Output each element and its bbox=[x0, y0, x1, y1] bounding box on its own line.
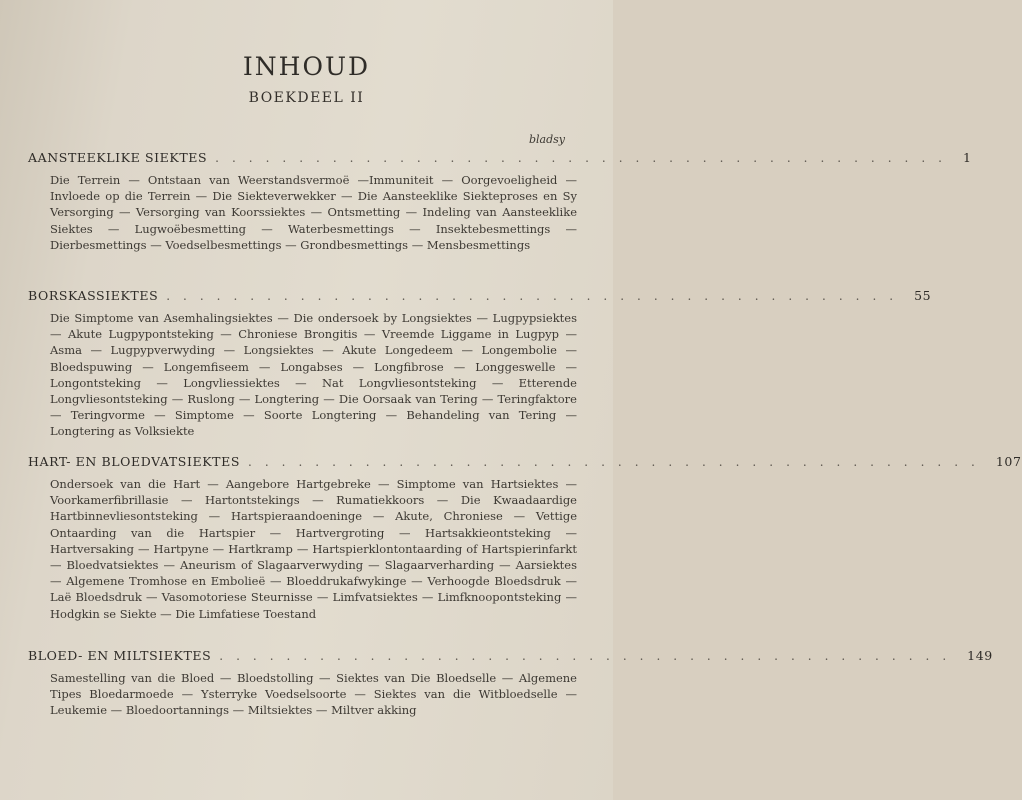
toc-entry-heading bbox=[28, 454, 1022, 474]
toc-entry-title: BLOED- EN MILTSIEKTES bbox=[28, 648, 212, 663]
toc-entry-title: AANSTEEKLIKE SIEKTES bbox=[28, 150, 208, 165]
toc-entry-bloed-en-miltsiektes bbox=[28, 648, 993, 719]
toc-entry-borskassiektes bbox=[28, 288, 932, 440]
toc-entry-hart-en-bloedvatsiektes bbox=[28, 454, 1022, 622]
toc-entry-contents: Die Simptome van Asemhalingsiektes — Die ondersoek by Longsiektes — Lugpypsiektes — Akute Lugpypontsteking — Chroniese Brongitis — Vreemde Liggame in Lugpyp — Asma — Lugpypverwyding — Longsiektes — Akute Longedeem — Longembolie — Bloedspuwing — Longemfiseem — Longabses — Longfibrose — Longgeswelle — Longontsteking — Longvliessiektes — Nat Longvliesontsteking — Etterende Longvliesontsteking — Ruslong — Longtering — Die Oorsaak van Tering — Teringfaktore — Teringvorme — Simptome — Soorte Longtering — Behandeling van Tering — Longtering as Volksiekte bbox=[50, 311, 577, 439]
dot-leader: ............................................ bbox=[219, 649, 960, 663]
page-subtitle: BOEKDEEL II bbox=[248, 90, 365, 106]
toc-entry-contents: Ondersoek van die Hart — Aangebore Hartgebreke — Simptome van Hartsiektes — Voorkamerfibrillasie — Hartontstekings — Rumatiekkoors — Die Kwaadaardige Hartbinnevliesontsteking — Hartspieraandoeninge — Akute, Chroniese — Vettige Ontaarding van die Hartspier — Hartvergroting — Hartsakkieontsteking — Hartversaking — Hartpyne — Hartkramp — Hartspierklontontaarding of Hartspierinfarkt — Bloedvatsiektes — Aneurism of Slagaarverwyding — Slagaarverharding — Aarsiektes — Algemene Tromhose en Embolieë — Bloeddrukafwykinge — Verhoogde Bloedsdruk — Laë Bloedsdruk — Vasomotoriese Steurnisse — Limfvatsiektes — Limfknoopontsteking — Hodgkin se Siekte — Die Limfatiese Toestand bbox=[50, 477, 577, 621]
dot-leader: ............................................ bbox=[248, 455, 988, 469]
toc-entry-contents: Die Terrein — Ontstaan van Weerstandsvermoë —Immuniteit — Oorgevoeligheid — Invloede op die Terrein — Die Siekteverwekker — Die Aansteeklike Siekteproses en Sy Versorging — Versorging van Koorssiektes — Ontsmetting — Indeling van Aansteeklike Siektes — Lugwoëbesmetting — Waterbesmettings — Insektebesmettings — Dierbesmettings — Voedselbesmettings — Grondbesmettings — Mensbesmettings bbox=[50, 173, 577, 252]
toc-entry-page: 107 bbox=[995, 454, 1022, 469]
toc-entry-contents: Samestelling van die Bloed — Bloedstolling — Siektes van Die Bloedselle — Algemene Tipes Bloedarmoede — Ysterryke Voedselsoorte — Siektes van die Witbloedselle — Leukemie — Bloedoortannings — Miltsiektes — Miltver akking bbox=[50, 671, 577, 718]
toc-entry-heading bbox=[28, 288, 932, 308]
toc-entry-title: BORSKASSIEKTES bbox=[28, 288, 159, 303]
dot-leader: ............................................ bbox=[215, 151, 955, 165]
page-title: INHOUD bbox=[242, 52, 371, 81]
toc-entry-page: 1 bbox=[963, 150, 972, 165]
page-column-label: bladsy bbox=[528, 133, 565, 146]
toc-entry-page: 55 bbox=[914, 288, 932, 303]
toc-entry-aansteeklike-siektes bbox=[28, 150, 972, 253]
toc-entry-heading bbox=[28, 648, 993, 668]
dot-leader: ............................................ bbox=[166, 289, 907, 303]
toc-entry-heading bbox=[28, 150, 972, 170]
toc-entry-page: 149 bbox=[967, 648, 993, 663]
toc-entry-title: HART- EN BLOEDVATSIEKTES bbox=[28, 454, 240, 469]
